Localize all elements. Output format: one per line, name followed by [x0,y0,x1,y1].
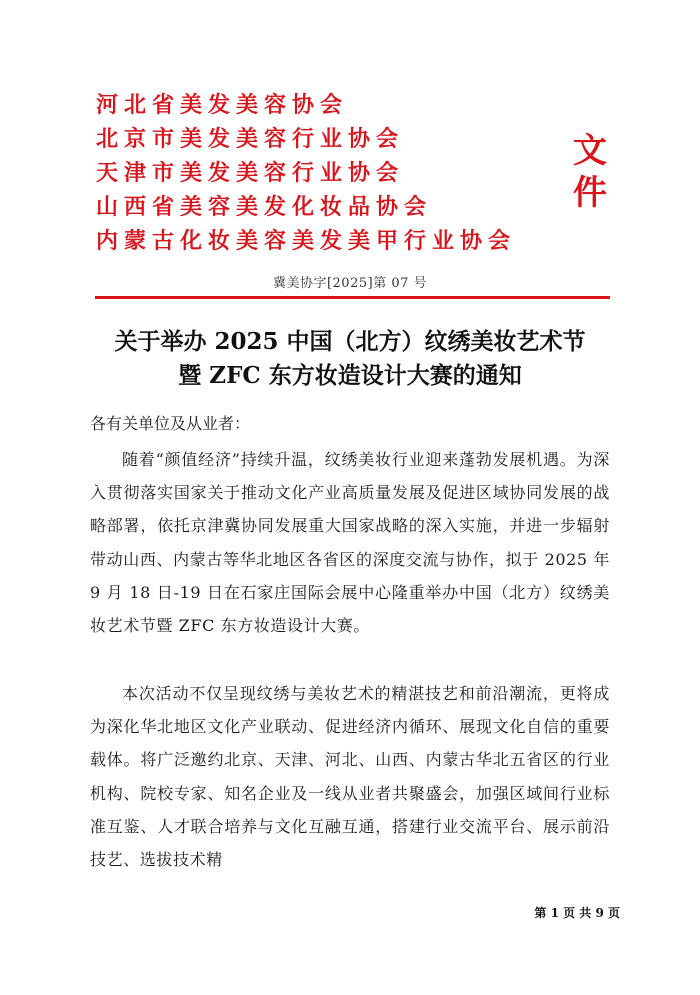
document-type-char: 文 [573,131,607,171]
organization-name: 山西省美容美发化妆品协会 [96,194,433,220]
organization-name: 内蒙古化妆美容美发美甲行业协会 [96,228,517,254]
body-paragraph: 随着“颜值经济”持续升温，纹绣美妆行业迎来蓬勃发展机遇。为深入贯彻落实国家关于推动文化产业高质量发展及促进区域协同发展的战略部署，依托京津冀协同发展重大国家战略的深入实施，并进一步辐射带动山西、内蒙古等华北地区各省区的深度交流与协作，拟于 2025 年 9 月 18 日-19 日在石家庄国际会展中心隆重举办中国（北方）纹绣美妆艺术节暨 ZFC 东方妆造设计大赛。 [90,450,610,636]
document-title [60,325,640,393]
organization-name: 天津市美发美容行业协会 [96,160,405,186]
title-line-1: 关于举办 2025 中国（北方）纹绣美妆艺术节 [114,328,586,355]
page-indicator: 第 1 页 共 9 页 [534,906,620,920]
document-type-char: 件 [573,173,607,213]
salutation: 各有关单位及从业者： [90,414,251,433]
issuing-organizations [96,88,596,258]
document-type-label [566,130,614,214]
organization-name: 河北省美发美容协会 [96,92,349,118]
organization-name: 北京市美发美容行业协会 [96,126,405,152]
document-number: 冀美协字[2025]第 07 号 [272,276,428,291]
header-divider [95,296,610,299]
title-line-2: 暨 ZFC 东方妆造设计大赛的通知 [178,362,522,389]
body-paragraph: 本次活动不仅呈现纹绣与美妆艺术的精湛技艺和前沿潮流，更将成为深化华北地区文化产业联动、促进经济内循环、展现文化自信的重要载体。将广泛邀约北京、天津、河北、山西、内蒙古华北五省区的行业机构、院校专家、知名企业及一线从业者共聚盛会，加强区域间行业标准互鉴、人才联合培养与文化互融互通，搭建行业交流平台、展示前沿技艺、选拔技术精 [90,684,610,870]
